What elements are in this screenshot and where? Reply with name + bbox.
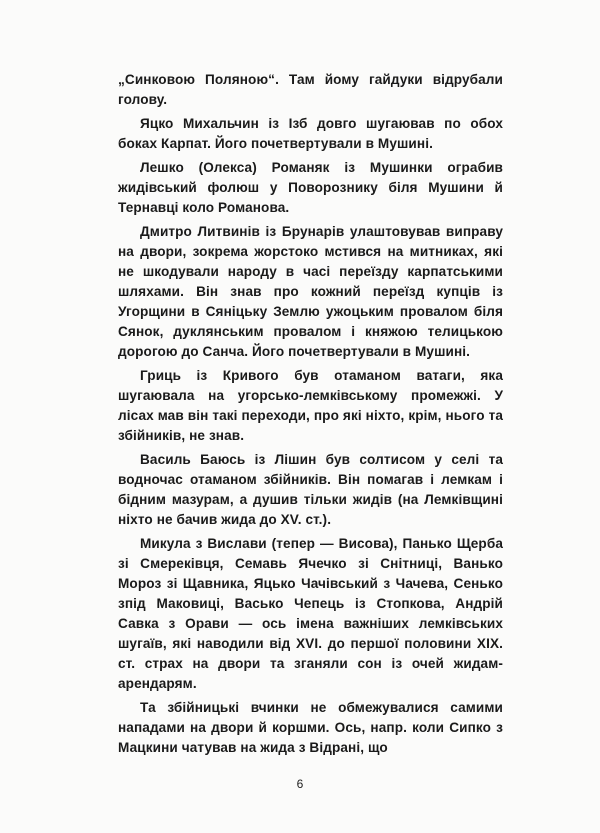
paragraph: Василь Баюсь із Лішин був солтисом у селі та водночас отаманом збійників. Він помагав і лемкам і бідним мазурам, а душив тільки жидів (на Лемківщині ніхто не бачив жида до XV. ст.). [118,452,503,527]
paragraph: Яцко Михальчин із Ізб довго шугаював по обох боках Карпат. Його почетвертували в Мушині. [118,116,503,151]
page-number: 6 [296,777,304,791]
paragraph: „Синковою Поляною“. Там йому гайдуки відрубали голову. [118,72,503,107]
paragraph: Лешко (Олекса) Романяк із Мушинки ограбив жидівський фолюш у Поворознику біля Мушини й Тернавці коло Романова. [118,160,503,215]
paragraph: Гриць із Кривого був отаманом ватаги, яка шугаювала на угорсько-лемківському промежжі. У лісах мав він такі переходи, про які ніхто, крім, нього та збійників, не знав. [118,368,503,443]
paragraph: Микула з Вислави (тепер — Висова), Панько Щерба зі Смереківця, Семавь Ячечко зі Снітниці, Ванько Мороз зі Щавника, Яцько Чачівський з Чачева, Сенько зпід Маковиці, Васько Чепець із Стопкова, Андрій Савка з Орави — ось імена важніших лемківських шугаїв, які наводили від XVI. до першої половини XIX. ст. страх на двори та зганяли сон із очей жидам-арендарям. [118,536,503,691]
body-text [118,70,503,762]
paragraph: Та збійницькі вчинки не обмежувалися самими нападами на двори й коршми. Ось, напр. коли Сипко з Мацкини чатував на жида з Відрані, що [118,700,503,755]
paragraph: Дмитро Литвинів із Брунарів улаштовував виправу на двори, зокрема жорстоко мстився на митниках, які не шкодували народу в часі переїзду карпатськими шляхами. Він знав про кожний переїзд купців із Угорщини в Сяніцьку Землю ужоцьким провалом біля Сянок, дуклянським провалом і княжою телицькою дорогою до Санча. Його почетвертували в Мушині. [118,224,503,359]
